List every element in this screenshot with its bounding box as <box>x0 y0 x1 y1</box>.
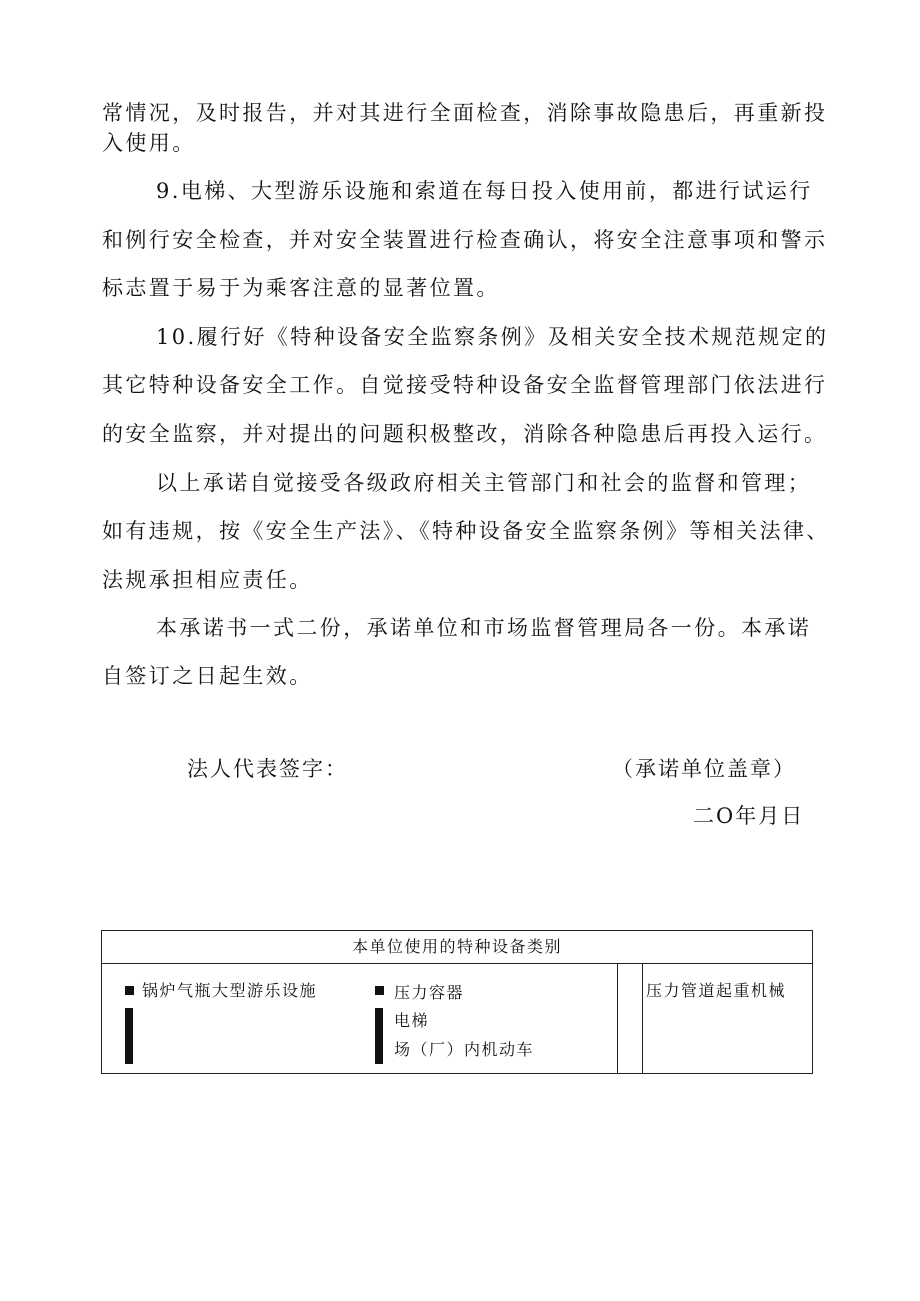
paragraph-11-line-2: 如有违规，按《安全生产法》、《特种设备安全监察条例》等相关法律、 <box>102 519 830 543</box>
paragraph-10-line-2: 其它特种设备安全工作。自觉接受特种设备安全监督管理部门依法进行 <box>102 373 828 397</box>
marker-bar-icon <box>125 1008 133 1064</box>
paragraph-11-line-3: 法规承担相应责任。 <box>102 568 313 592</box>
paragraph-9-line-1: 9.电梯、大型游乐设施和索道在每日投入使用前，都进行试运行 <box>156 179 813 203</box>
column-divider <box>617 963 618 1073</box>
paragraph-9-line-3: 标志置于易于为乘客注意的显著位置。 <box>102 276 500 300</box>
equipment-pressure-pipes-lifting: 压力管道起重机械 <box>646 981 787 1000</box>
signing-date: 二O年月日 <box>693 804 805 828</box>
paragraph-12-line-1: 本承诺书一式二份，承诺单位和市场监督管理局各一份。本承诺 <box>156 616 812 640</box>
checkbox-square-icon <box>125 986 134 995</box>
equipment-elevators: 电梯 <box>394 1011 430 1030</box>
paragraph-10-line-3: 的安全监察，并对提出的问题积极整改，消除各种隐患后再投入运行。 <box>102 422 828 446</box>
paragraph-12-line-2: 自签订之日起生效。 <box>102 664 313 688</box>
seal-label: （承诺单位盖章） <box>612 757 796 781</box>
paragraph-11-line-1: 以上承诺自觉接受各级政府相关主管部门和社会的监督和管理； <box>156 471 812 495</box>
equipment-category-table <box>101 930 813 1074</box>
paragraph-8-line-1: 常情况，及时报告，并对其进行全面检查，消除事故隐患后，再重新投 <box>102 101 828 125</box>
checkbox-square-icon <box>375 986 384 995</box>
paragraph-8-line-2: 入使用。 <box>102 131 196 155</box>
table-header: 本单位使用的特种设备类别 <box>102 931 812 964</box>
equipment-boilers-cylinders-amusement: 锅炉气瓶大型游乐设施 <box>142 981 318 1000</box>
legal-representative-signature-label: 法人代表签字： <box>187 757 348 781</box>
equipment-site-vehicles: 场（厂）内机动车 <box>394 1040 535 1059</box>
column-divider <box>642 963 643 1073</box>
marker-bar-icon <box>375 1008 383 1064</box>
paragraph-9-line-2: 和例行安全检查，并对安全装置进行检查确认，将安全注意事项和警示 <box>102 228 828 252</box>
paragraph-10-line-1: 10.履行好《特种设备安全监察条例》及相关安全技术规范规定的 <box>156 325 829 349</box>
equipment-pressure-vessels: 压力容器 <box>394 983 465 1002</box>
